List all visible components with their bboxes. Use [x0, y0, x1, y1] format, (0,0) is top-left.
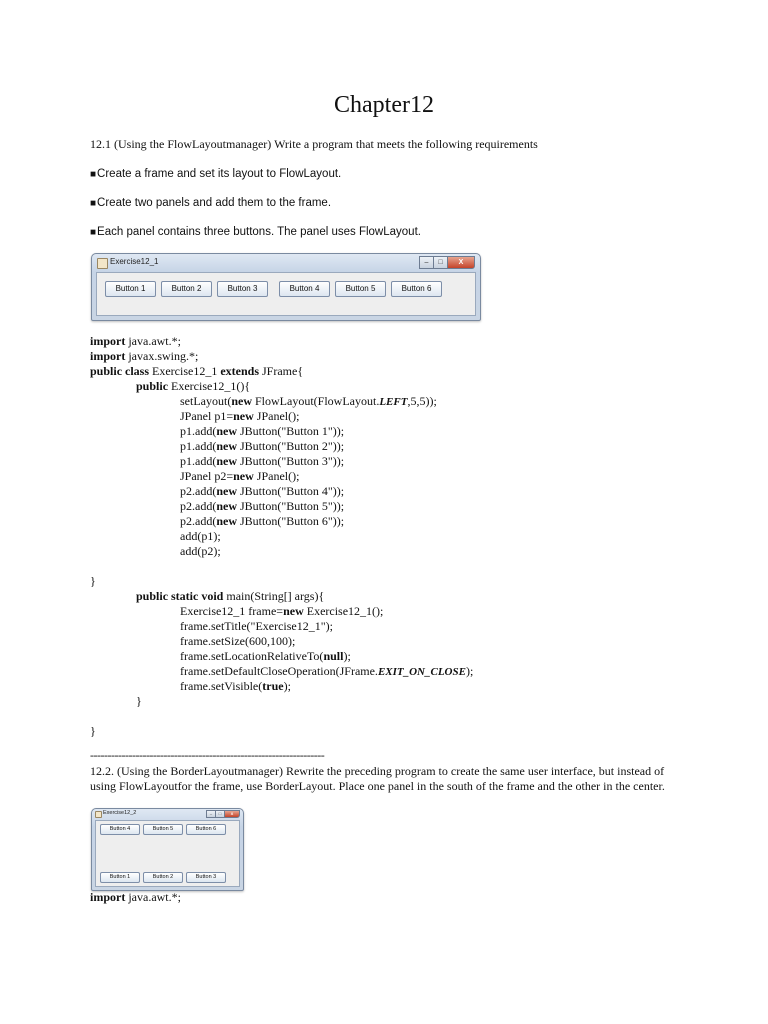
code-text: add(p1); [180, 529, 221, 543]
java-app-icon [95, 811, 102, 818]
code-keyword: new [216, 514, 237, 528]
window-titlebar [92, 809, 243, 819]
button-3[interactable]: Button 3 [217, 281, 268, 297]
code-line [90, 514, 473, 529]
code-line [90, 559, 473, 574]
code-keyword: import [90, 890, 126, 904]
bullet-icon: ■ [90, 227, 97, 238]
code-line [90, 529, 473, 544]
button-6[interactable]: Button 6 [186, 824, 226, 835]
code-text: Exercise12_1 frame= [180, 604, 284, 618]
java-app-icon [97, 258, 108, 269]
window-title: Exercise12_1 [110, 257, 159, 266]
code-text: ); [465, 664, 474, 678]
window-content [95, 820, 240, 887]
code-text: JButton("Button 5")); [237, 499, 345, 513]
requirement-1 [90, 167, 341, 182]
code-line [90, 709, 473, 724]
code-text: frame.setLocationRelativeTo( [180, 649, 324, 663]
code-text: add(p2); [180, 544, 221, 558]
window-content [96, 272, 476, 316]
code-keyword: import [90, 334, 126, 348]
code-keyword: new [216, 439, 237, 453]
code-line [90, 694, 473, 709]
code-constant: EXIT_ON_CLOSE [377, 666, 466, 678]
code-keyword: new [233, 409, 254, 423]
minimize-icon[interactable]: – [419, 256, 433, 269]
exercise-12-2-intro: 12.2. (Using the BorderLayoutmanager) Rewrite the preceding program to create the same user interface, but instead of using FlowLayoutfor the frame, use BorderLayout. Place one panel in the south of the frame and the other in the center. [90, 764, 665, 793]
code-keyword: new [283, 604, 304, 618]
window-controls [206, 810, 240, 818]
code-line [90, 679, 473, 694]
code-constant: LEFT [379, 396, 408, 408]
code-text: p1.add( [180, 439, 217, 453]
code-text: frame.setVisible( [180, 679, 263, 693]
code-keyword: new [233, 469, 254, 483]
code-text: } [90, 724, 96, 738]
button-5[interactable]: Button 5 [143, 824, 183, 835]
code-text: javax.swing.*; [125, 349, 199, 363]
code-line [90, 364, 473, 379]
code-line [90, 334, 473, 349]
code-text: JPanel p1= [180, 409, 234, 423]
code-text: Exercise12_1 [149, 364, 221, 378]
code-line [90, 664, 473, 679]
code-text: java.awt.*; [125, 890, 181, 904]
requirement-2 [90, 196, 331, 211]
code-keyword: null [323, 649, 344, 663]
code-line [90, 544, 473, 559]
code-text: p2.add( [180, 514, 217, 528]
code-text: p1.add( [180, 424, 217, 438]
code-keyword: new [216, 454, 237, 468]
exercise12-1-window [91, 253, 481, 321]
code-text: FlowLayout(FlowLayout. [252, 394, 380, 408]
code-text: } [136, 694, 142, 708]
code-line [90, 349, 473, 364]
close-icon[interactable]: X [224, 810, 240, 818]
exercise12-2-window [91, 808, 244, 891]
button-2[interactable]: Button 2 [161, 281, 212, 297]
code-line [90, 409, 473, 424]
close-icon[interactable]: X [447, 256, 475, 269]
code-text: frame.setSize(600,100); [180, 634, 296, 648]
code-text: ); [343, 649, 351, 663]
requirement-text: Create two panels and add them to the frame. [97, 197, 332, 209]
code-keyword: new [216, 424, 237, 438]
code-text: JButton("Button 4")); [237, 484, 345, 498]
code-text: frame.setDefaultCloseOperation(JFrame. [180, 664, 378, 678]
code-listing [90, 334, 473, 739]
code-text: ,5,5)); [407, 394, 437, 408]
code-keyword: import [90, 349, 126, 363]
code-line [90, 619, 473, 634]
code-line [90, 454, 473, 469]
code-keyword: public static void [136, 589, 224, 603]
code-keyword: true [262, 679, 284, 693]
window-controls [419, 256, 475, 269]
code-text: setLayout( [180, 394, 232, 408]
button-6[interactable]: Button 6 [391, 281, 442, 297]
code-text: JButton("Button 6")); [237, 514, 345, 528]
code-line [90, 604, 473, 619]
code-text: main(String[] args){ [223, 589, 325, 603]
chapter-title: Chapter12 [334, 92, 434, 118]
code-keyword: new [231, 394, 252, 408]
button-4[interactable]: Button 4 [100, 824, 140, 835]
button-3[interactable]: Button 3 [186, 872, 226, 883]
code-line [90, 724, 473, 739]
requirement-3 [90, 225, 421, 240]
code-keyword: new [216, 499, 237, 513]
requirement-text: Create a frame and set its layout to FlowLayout. [97, 168, 342, 180]
code-line [90, 499, 473, 514]
section-separator: ------------------------------------------------------------------- [90, 748, 325, 762]
code-line [90, 574, 473, 589]
minimize-icon[interactable]: – [206, 810, 215, 818]
code-text: JPanel p2= [180, 469, 234, 483]
code-text: JPanel(); [253, 409, 300, 423]
code-line [90, 469, 473, 484]
button-1[interactable]: Button 1 [100, 872, 140, 883]
code-text: JButton("Button 1")); [237, 424, 345, 438]
button-2[interactable]: Button 2 [143, 872, 183, 883]
code-text: JPanel(); [253, 469, 300, 483]
button-4[interactable]: Button 4 [279, 281, 330, 297]
code-keyword: new [216, 484, 237, 498]
code-text: ); [283, 679, 291, 693]
code-text: p2.add( [180, 484, 217, 498]
code-text: JFrame{ [259, 364, 304, 378]
bullet-icon: ■ [90, 198, 97, 209]
bullet-icon: ■ [90, 169, 97, 180]
code-text: } [90, 574, 96, 588]
code-text: java.awt.*; [125, 334, 181, 348]
code-line [90, 484, 473, 499]
code-text: frame.setTitle("Exercise12_1"); [180, 619, 333, 633]
button-1[interactable]: Button 1 [105, 281, 156, 297]
code-keyword: public class [90, 364, 150, 378]
maximize-icon[interactable]: □ [433, 256, 447, 269]
code-keyword: extends [220, 364, 259, 378]
code-line [90, 379, 473, 394]
code-continuation [90, 890, 181, 905]
requirement-text: Each panel contains three buttons. The panel uses FlowLayout. [97, 226, 421, 238]
button-5[interactable]: Button 5 [335, 281, 386, 297]
code-text: JButton("Button 2")); [237, 439, 345, 453]
exercise-12-1-intro: 12.1 (Using the FlowLayoutmanager) Write a program that meets the following requirements [90, 137, 538, 151]
code-line [90, 439, 473, 454]
code-text: p1.add( [180, 454, 217, 468]
code-text: p2.add( [180, 499, 217, 513]
code-line [90, 394, 473, 409]
code-keyword: public [136, 379, 169, 393]
code-text: Exercise12_1(){ [168, 379, 251, 393]
window-title: Exercise12_2 [103, 810, 137, 816]
window-titlebar [92, 254, 480, 270]
code-line [90, 589, 473, 604]
code-text: JButton("Button 3")); [237, 454, 345, 468]
code-line [90, 424, 473, 439]
code-line [90, 649, 473, 664]
code-line [90, 634, 473, 649]
maximize-icon[interactable]: □ [215, 810, 224, 818]
code-text: Exercise12_1(); [303, 604, 384, 618]
